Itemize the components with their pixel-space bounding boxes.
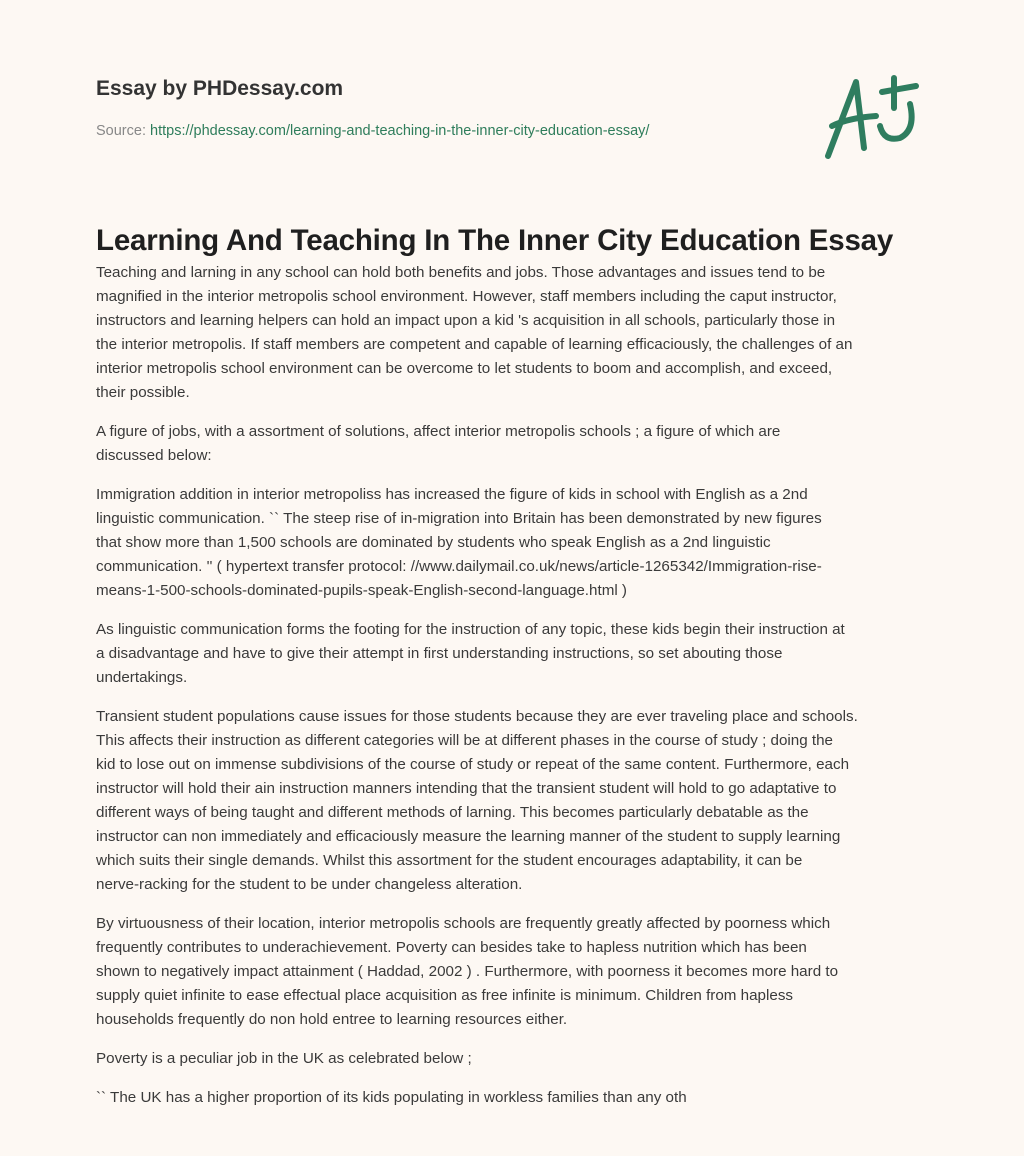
essay-paragraph (96, 1086, 946, 1110)
paragraph-line: interior metropolis school environment can be overcome to let students to boom and accomplish, and exceed, (96, 360, 833, 377)
paragraph-line: instructors and learning helpers can hold an impact upon a kid 's acquisition in all schools, particularly those in (96, 312, 836, 329)
paragraph-line: supply quiet infinite to ease effectual place acquisition as free infinite is minimum. Children from hapless (96, 987, 794, 1004)
paragraph-line: their possible. (96, 384, 190, 401)
essay-paragraph (96, 483, 946, 603)
essay-paragraph (96, 912, 946, 1032)
paragraph-line: magnified in the interior metropolis school environment. However, staff members including the caput instructor, (96, 288, 837, 305)
paragraph-line: kid to lose out on immense subdivisions of the course of study or repeat of the same content. Furthermore, each (96, 756, 850, 773)
paragraph-line: linguistic communication. `` The steep rise of in-migration into Britain has been demonstrated by new figures (96, 510, 822, 527)
essay-paragraph (96, 420, 946, 468)
a-plus-logo-icon (818, 68, 928, 168)
source-link[interactable]: https://phdessay.com/learning-and-teaching-in-the-inner-city-education-essay/ (150, 123, 650, 139)
paragraph-line: undertakings. (96, 669, 188, 686)
paragraph-line: that show more than 1,500 schools are dominated by students who speak English as a 2nd linguistic (96, 534, 771, 551)
essay-paragraph (96, 261, 946, 405)
paragraph-line: frequently contributes to underachievement. Poverty can besides take to hapless nutrition which has been (96, 939, 807, 956)
paragraph-line: shown to negatively impact attainment ( Haddad, 2002 ) . Furthermore, with poorness it becomes more hard to (96, 963, 839, 980)
paragraph-line: which suits their single demands. Whilst this assortment for the student encourages adaptability, it can be (96, 852, 803, 869)
paragraph-line: households frequently do non hold entree to learning resources either. (96, 1011, 568, 1028)
paragraph-line: This affects their instruction as different categories will be at different phases in the course of study ; doing the (96, 732, 834, 749)
essay-paragraph (96, 1047, 946, 1071)
page-title: Learning And Teaching In The Inner City Education Essay (96, 224, 894, 257)
paragraph-line: different ways of being taught and different methods of larning. This becomes particularly debatable as the (96, 804, 809, 821)
paragraph-line: Teaching and larning in any school can hold both benefits and jobs. Those advantages and issues tend to be (96, 264, 826, 281)
paragraph-line: instructor will hold their ain instruction manners intending that the transient student will hold to go adaptative to (96, 780, 837, 797)
paragraph-line: As linguistic communication forms the footing for the instruction of any topic, these kids begin their instruction at (96, 621, 845, 638)
source-label: Source: (96, 123, 146, 139)
paragraph-line: a disadvantage and have to give their attempt in first understanding instructions, so set abouting those (96, 645, 783, 662)
essay-paragraph (96, 705, 946, 897)
paragraph-line: discussed below: (96, 447, 212, 464)
source-line (96, 123, 649, 139)
paragraph-line: communication. '' ( hypertext transfer protocol: //www.dailymail.co.uk/news/article-1265342/Immigration-rise- (96, 558, 822, 575)
paragraph-line: `` The UK has a higher proportion of its kids populating in workless families than any oth (96, 1089, 687, 1106)
essay-body (96, 261, 946, 1125)
paragraph-line: nerve-racking for the student to be under changeless alteration. (96, 876, 523, 893)
essay-paragraph (96, 618, 946, 690)
paragraph-line: A figure of jobs, with a assortment of solutions, affect interior metropolis schools ; a figure of which are (96, 423, 781, 440)
site-brand: Essay by PHDessay.com (96, 77, 344, 100)
paragraph-line: Transient student populations cause issues for those students because they are ever traveling place and schools. (96, 708, 858, 725)
paragraph-line: instructor can non immediately and efficaciously measure the learning manner of the student to supply learning (96, 828, 841, 845)
paragraph-line: the interior metropolis. If staff members are competent and capable of learning efficaciously, the challenges of an (96, 336, 853, 353)
paragraph-line: Immigration addition in interior metropoliss has increased the figure of kids in school with English as a 2nd (96, 486, 808, 503)
paragraph-line: By virtuousness of their location, interior metropolis schools are frequently greatly affected by poorness which (96, 915, 831, 932)
paragraph-line: means-1-500-schools-dominated-pupils-speak-English-second-language.html ) (96, 582, 627, 599)
paragraph-line: Poverty is a peculiar job in the UK as celebrated below ; (96, 1050, 472, 1067)
